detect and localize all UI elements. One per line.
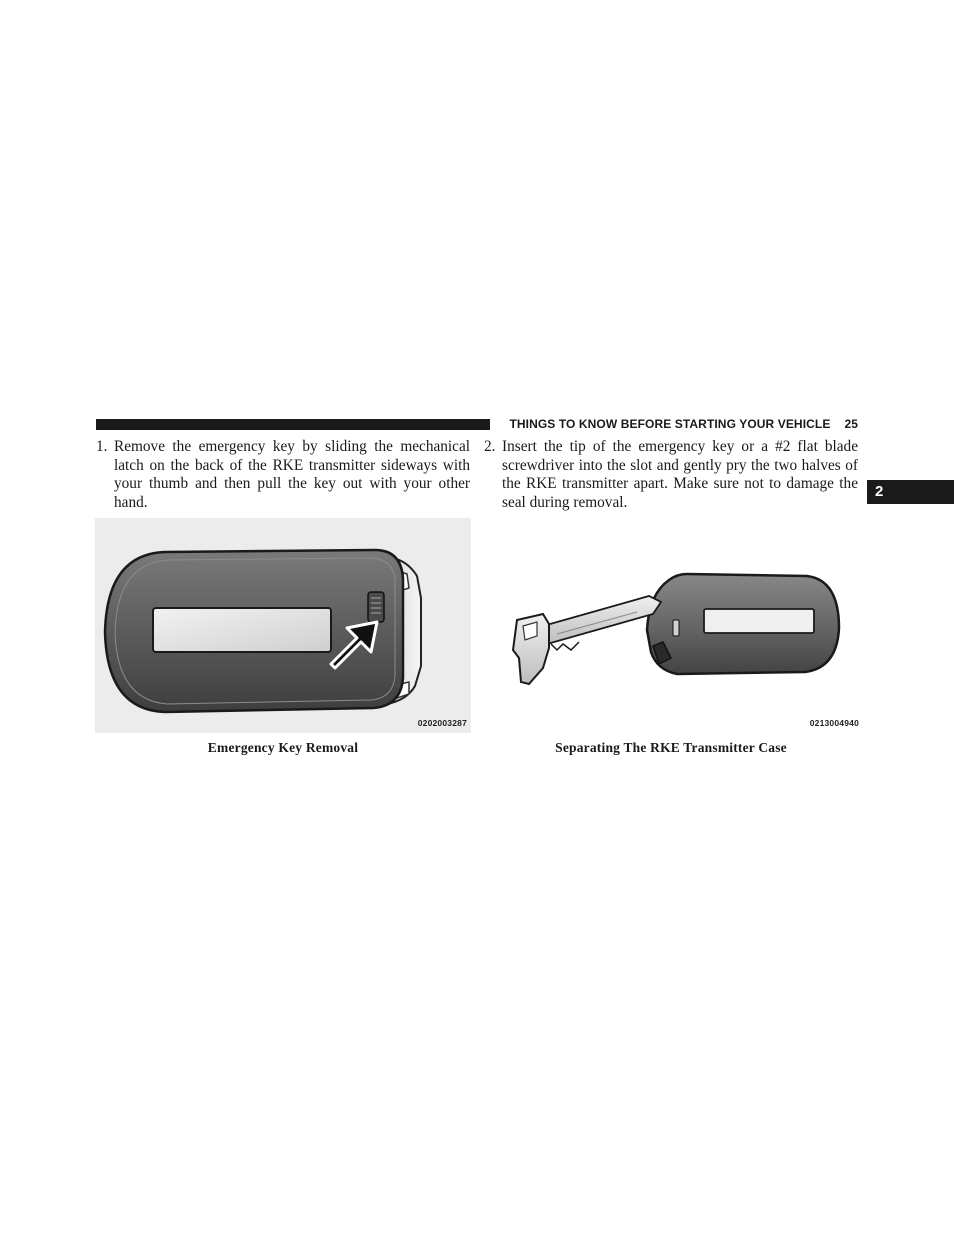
figure-code: 0213004940 [809,718,859,728]
figure-emergency-key-removal [95,518,471,733]
figure-caption: Separating The RKE Transmitter Case [555,740,787,755]
step-1 [96,438,470,512]
figure-code: 0202003287 [417,718,467,728]
step-2 [484,438,858,512]
page-number: 25 [844,417,858,431]
chapter-tab[interactable]: 2 [867,480,954,504]
key-fob-back-illustration [95,518,471,733]
figure-separating-case [487,518,863,733]
header-rule [96,419,490,430]
step-number: 1. [96,438,108,455]
step-number: 2. [484,438,496,455]
figure-caption: Emergency Key Removal [207,740,359,755]
step-text: Insert the tip of the emergency key or a #2 flat blade screwdriver into the slot and gently pry the two halves of the RKE transmitter apart. Make sure not to damage the seal during removal. [502,438,858,511]
step-text: Remove the emergency key by sliding the mechanical latch on the back of the RKE transmitter sideways with your thumb and then pull the key out with your other hand. [114,438,470,511]
key-fob-pry-illustration [487,518,863,733]
section-title: THINGS TO KNOW BEFORE STARTING YOUR VEHICLE [509,417,831,431]
running-header [499,417,858,432]
